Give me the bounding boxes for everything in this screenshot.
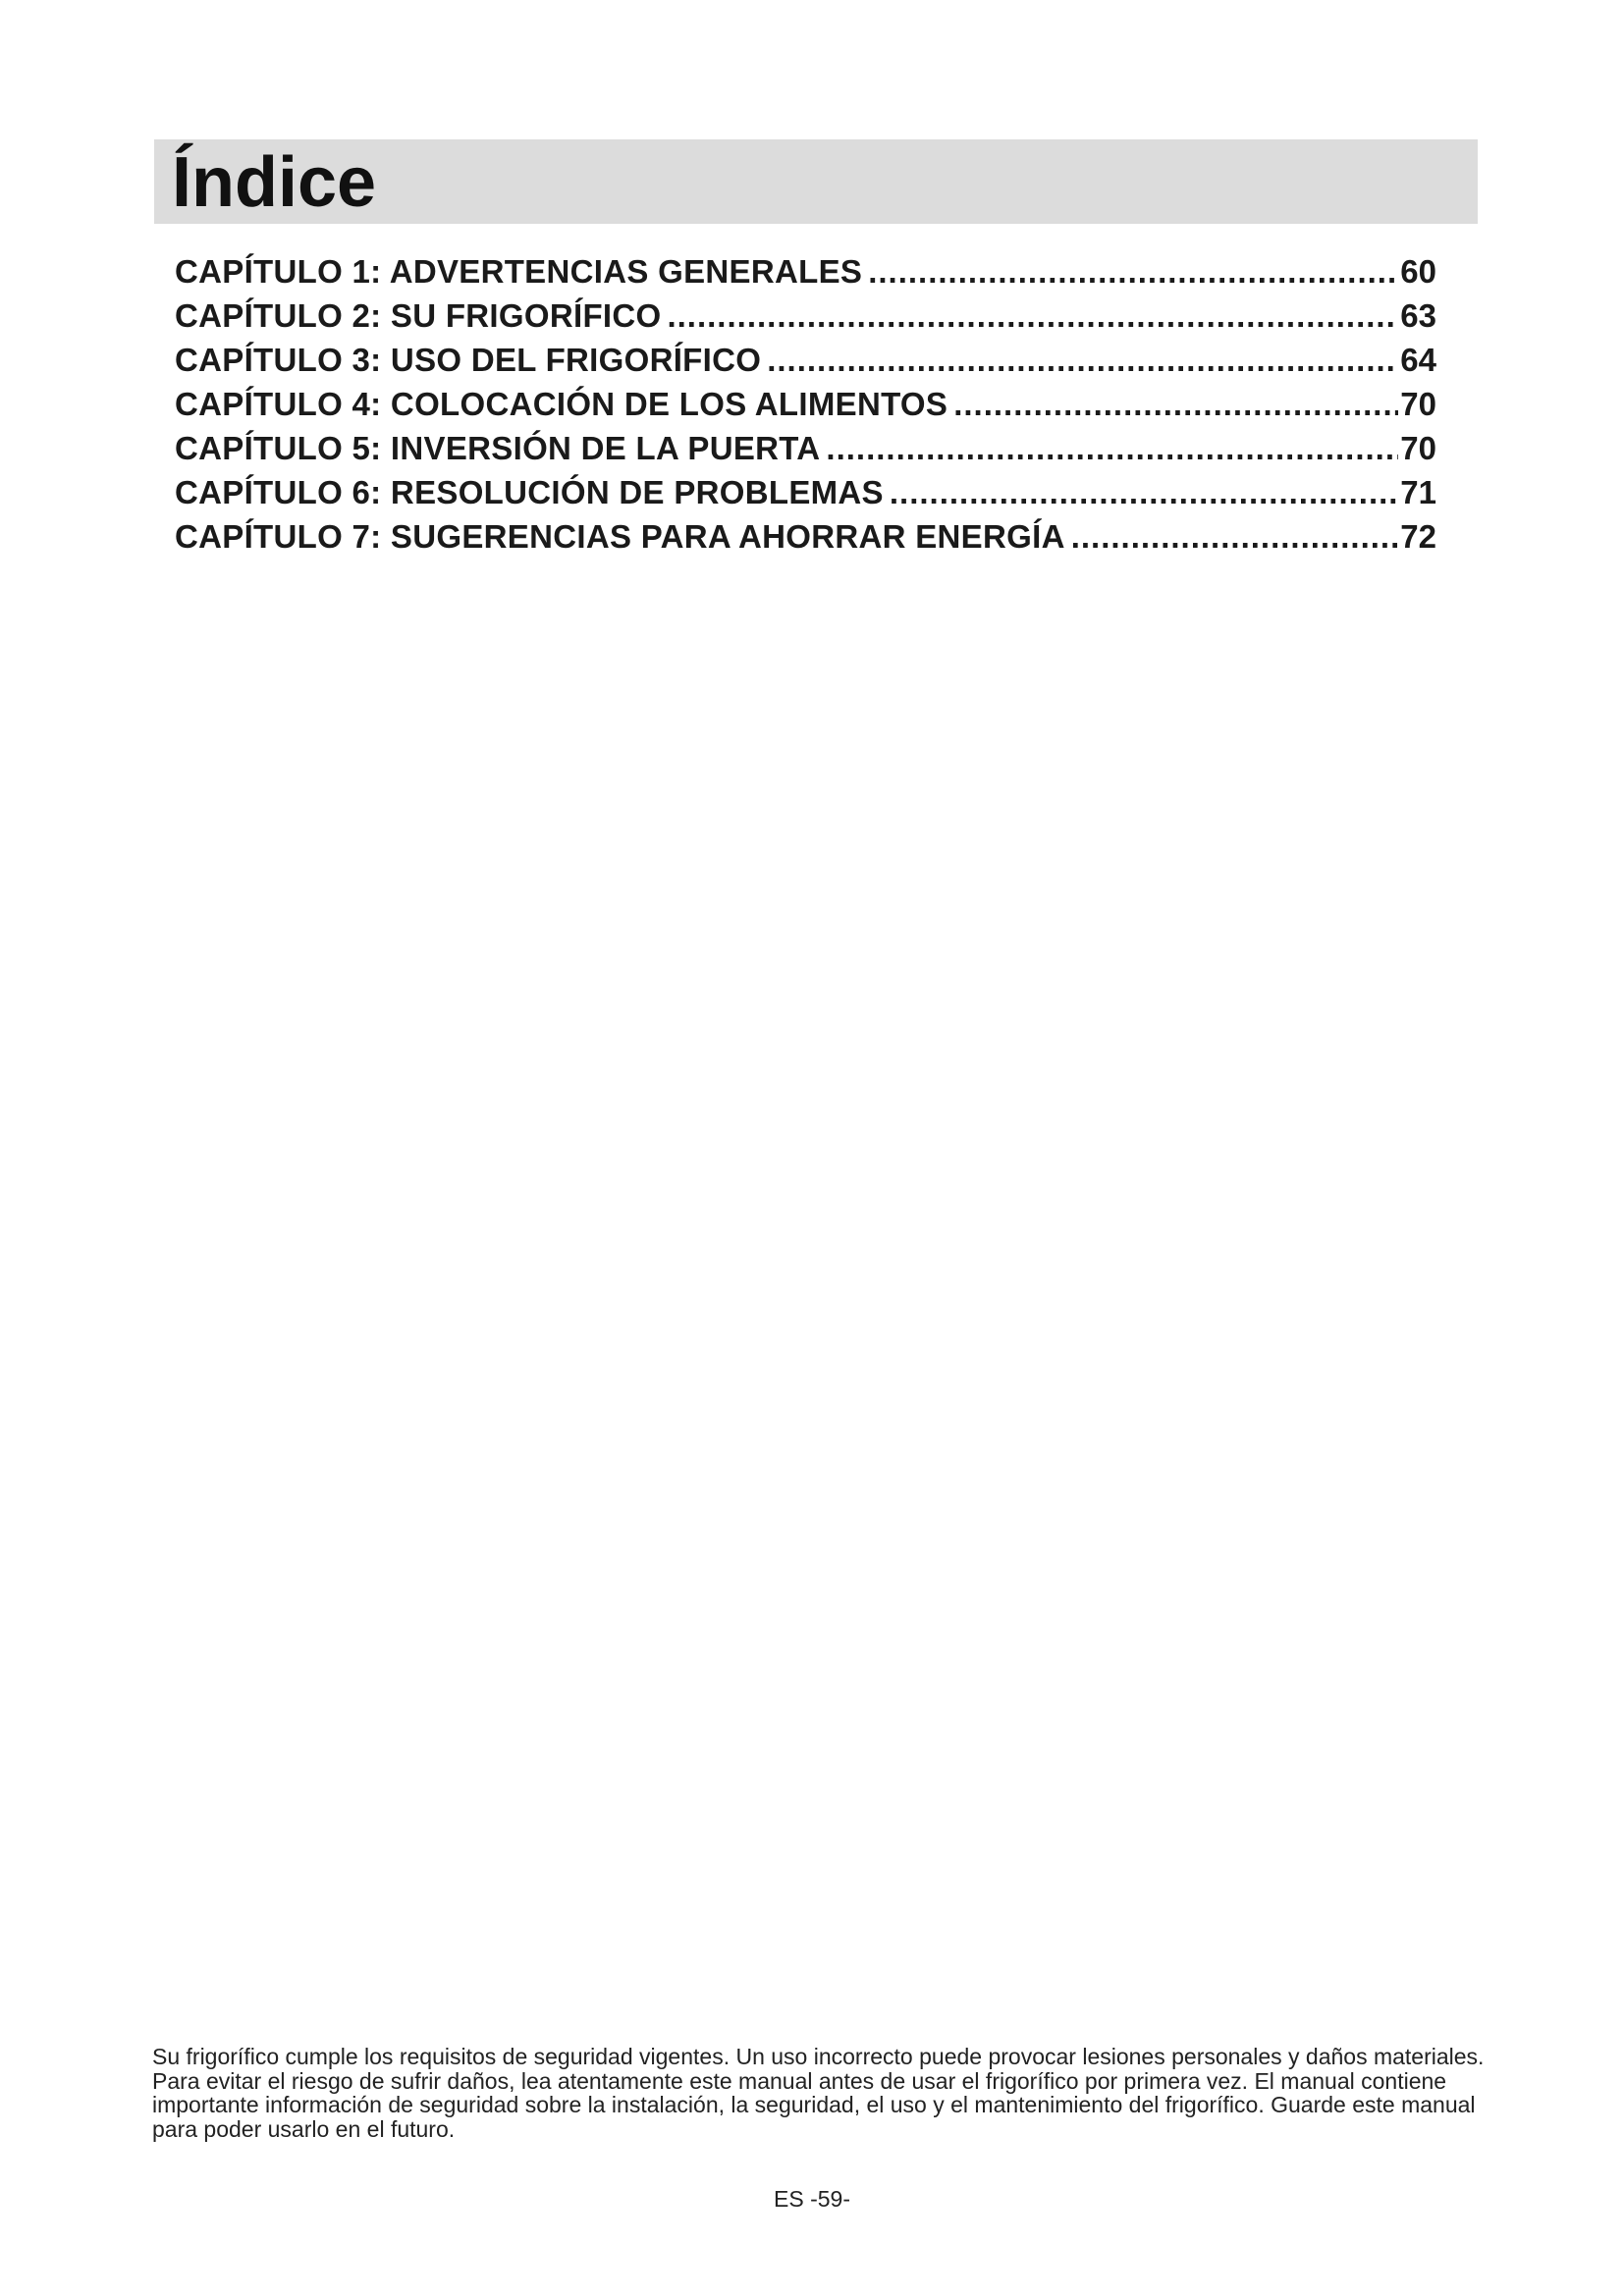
toc-entry-chapter-2[interactable] — [175, 294, 1436, 338]
toc-dot-leader — [667, 294, 1398, 338]
toc-entry-chapter-3[interactable] — [175, 338, 1436, 382]
toc-entry-chapter-1[interactable] — [175, 249, 1436, 294]
page-title: Índice — [172, 143, 377, 222]
toc-entry-page: 60 — [1400, 253, 1436, 290]
safety-notice: Su frigorífico cumple los requisitos de seguridad vigentes. Un uso incorrecto puede provocar lesiones personales y daños materiales. Para evitar el riesgo de sufrir daños, lea atentamente este manual antes de usar el frigorífico por primera vez. El manual contiene importante información de seguridad sobre la instalación, la seguridad, el uso y el mantenimiento del frigorífico. Guarde este manual para poder usarlo en el futuro. — [152, 2044, 1485, 2142]
toc-entry-title: CAPÍTULO 7: SUGERENCIAS PARA AHORRAR ENERGÍA — [175, 518, 1065, 555]
toc-entry-chapter-6[interactable] — [175, 470, 1436, 514]
title-bar — [154, 139, 1478, 224]
table-of-contents — [175, 249, 1436, 559]
toc-entry-page: 72 — [1400, 518, 1436, 555]
toc-dot-leader — [868, 249, 1398, 294]
toc-entry-chapter-4[interactable] — [175, 382, 1436, 426]
toc-entry-title: CAPÍTULO 1: ADVERTENCIAS GENERALES — [175, 253, 863, 290]
toc-entry-page: 70 — [1400, 430, 1436, 466]
toc-entry-title: CAPÍTULO 3: USO DEL FRIGORÍFICO — [175, 342, 762, 378]
toc-entry-title: CAPÍTULO 2: SU FRIGORÍFICO — [175, 297, 662, 334]
toc-entry-page: 71 — [1400, 474, 1436, 510]
page-number: ES -59- — [774, 2186, 850, 2212]
toc-entry-page: 70 — [1400, 386, 1436, 422]
toc-dot-leader — [890, 470, 1398, 514]
toc-entry-title: CAPÍTULO 5: INVERSIÓN DE LA PUERTA — [175, 430, 821, 466]
toc-entry-title: CAPÍTULO 4: COLOCACIÓN DE LOS ALIMENTOS — [175, 386, 948, 422]
toc-dot-leader — [953, 382, 1398, 426]
toc-entry-page: 63 — [1400, 297, 1436, 334]
toc-entry-title: CAPÍTULO 6: RESOLUCIÓN DE PROBLEMAS — [175, 474, 884, 510]
toc-entry-chapter-5[interactable] — [175, 426, 1436, 470]
toc-dot-leader — [767, 338, 1398, 382]
toc-entry-chapter-7[interactable] — [175, 514, 1436, 559]
toc-dot-leader — [1071, 514, 1399, 559]
toc-dot-leader — [826, 426, 1398, 470]
toc-entry-page: 64 — [1400, 342, 1436, 378]
